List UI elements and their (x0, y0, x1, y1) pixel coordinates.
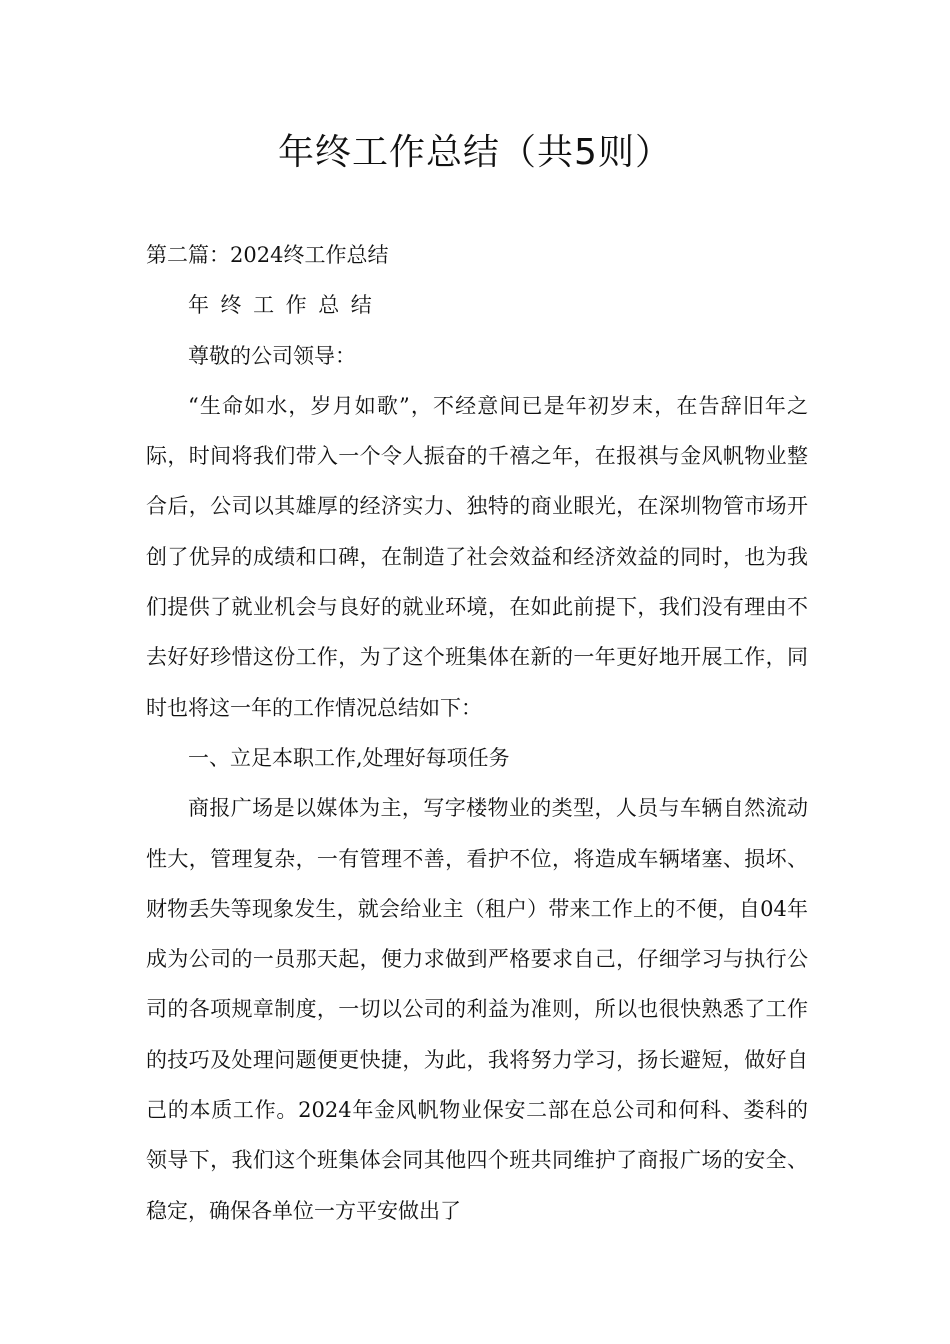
document-title: 年终工作总结（共5则） (278, 132, 672, 173)
section-1-heading: 一、立足本职工作,处理好每项任务 (188, 745, 510, 770)
salutation: 尊敬的公司领导： (188, 343, 356, 368)
paragraph-2: 商报广场是以媒体为主，写字楼物业的类型，人员与车辆自然流动性大，管理复杂，一有管理不善，看护不位，将造成车辆堵塞、损坏、财物丢失等现象发生，就会给业主（租户）带来工作上的不便，自04年成为公司的一员那天起，便力求做到严格要求自己，仔细学习与执行公司的各项规章制度，一切以公司的利益为准则，所以也很快熟悉了工作的技巧及处理问题便更快捷，为此，我将努力学习，扬长避短，做好自己的本质工作。2024年金风帆物业保安二部在总公司和何科、娄科的领导下，我们这个班集体会同其他四个班共同维护了商报广场的安全、稳定，确保各单位一方平安做出了 (146, 796, 808, 1223)
paragraph-1: “生命如水，岁月如歌”，不经意间已是年初岁末，在告辞旧年之际，时间将我们带入一个令人振奋的千禧之年，在报祺与金风帆物业整合后，公司以其雄厚的经济实力、独特的商业眼光，在深圳物管市场开创了优异的成绩和口碑，在制造了社会效益和经济效益的同时，也为我们提供了就业机会与良好的就业环境，在如此前提下，我们没有理由不去好好珍惜这份工作，为了这个班集体在新的一年更好地开展工作，同时也将这一年的工作情况总结如下： (146, 393, 808, 720)
document-body (146, 230, 808, 1236)
section-heading: 第二篇：2024终工作总结 (146, 243, 389, 267)
sub-title: 年终工作总结 (188, 293, 384, 318)
